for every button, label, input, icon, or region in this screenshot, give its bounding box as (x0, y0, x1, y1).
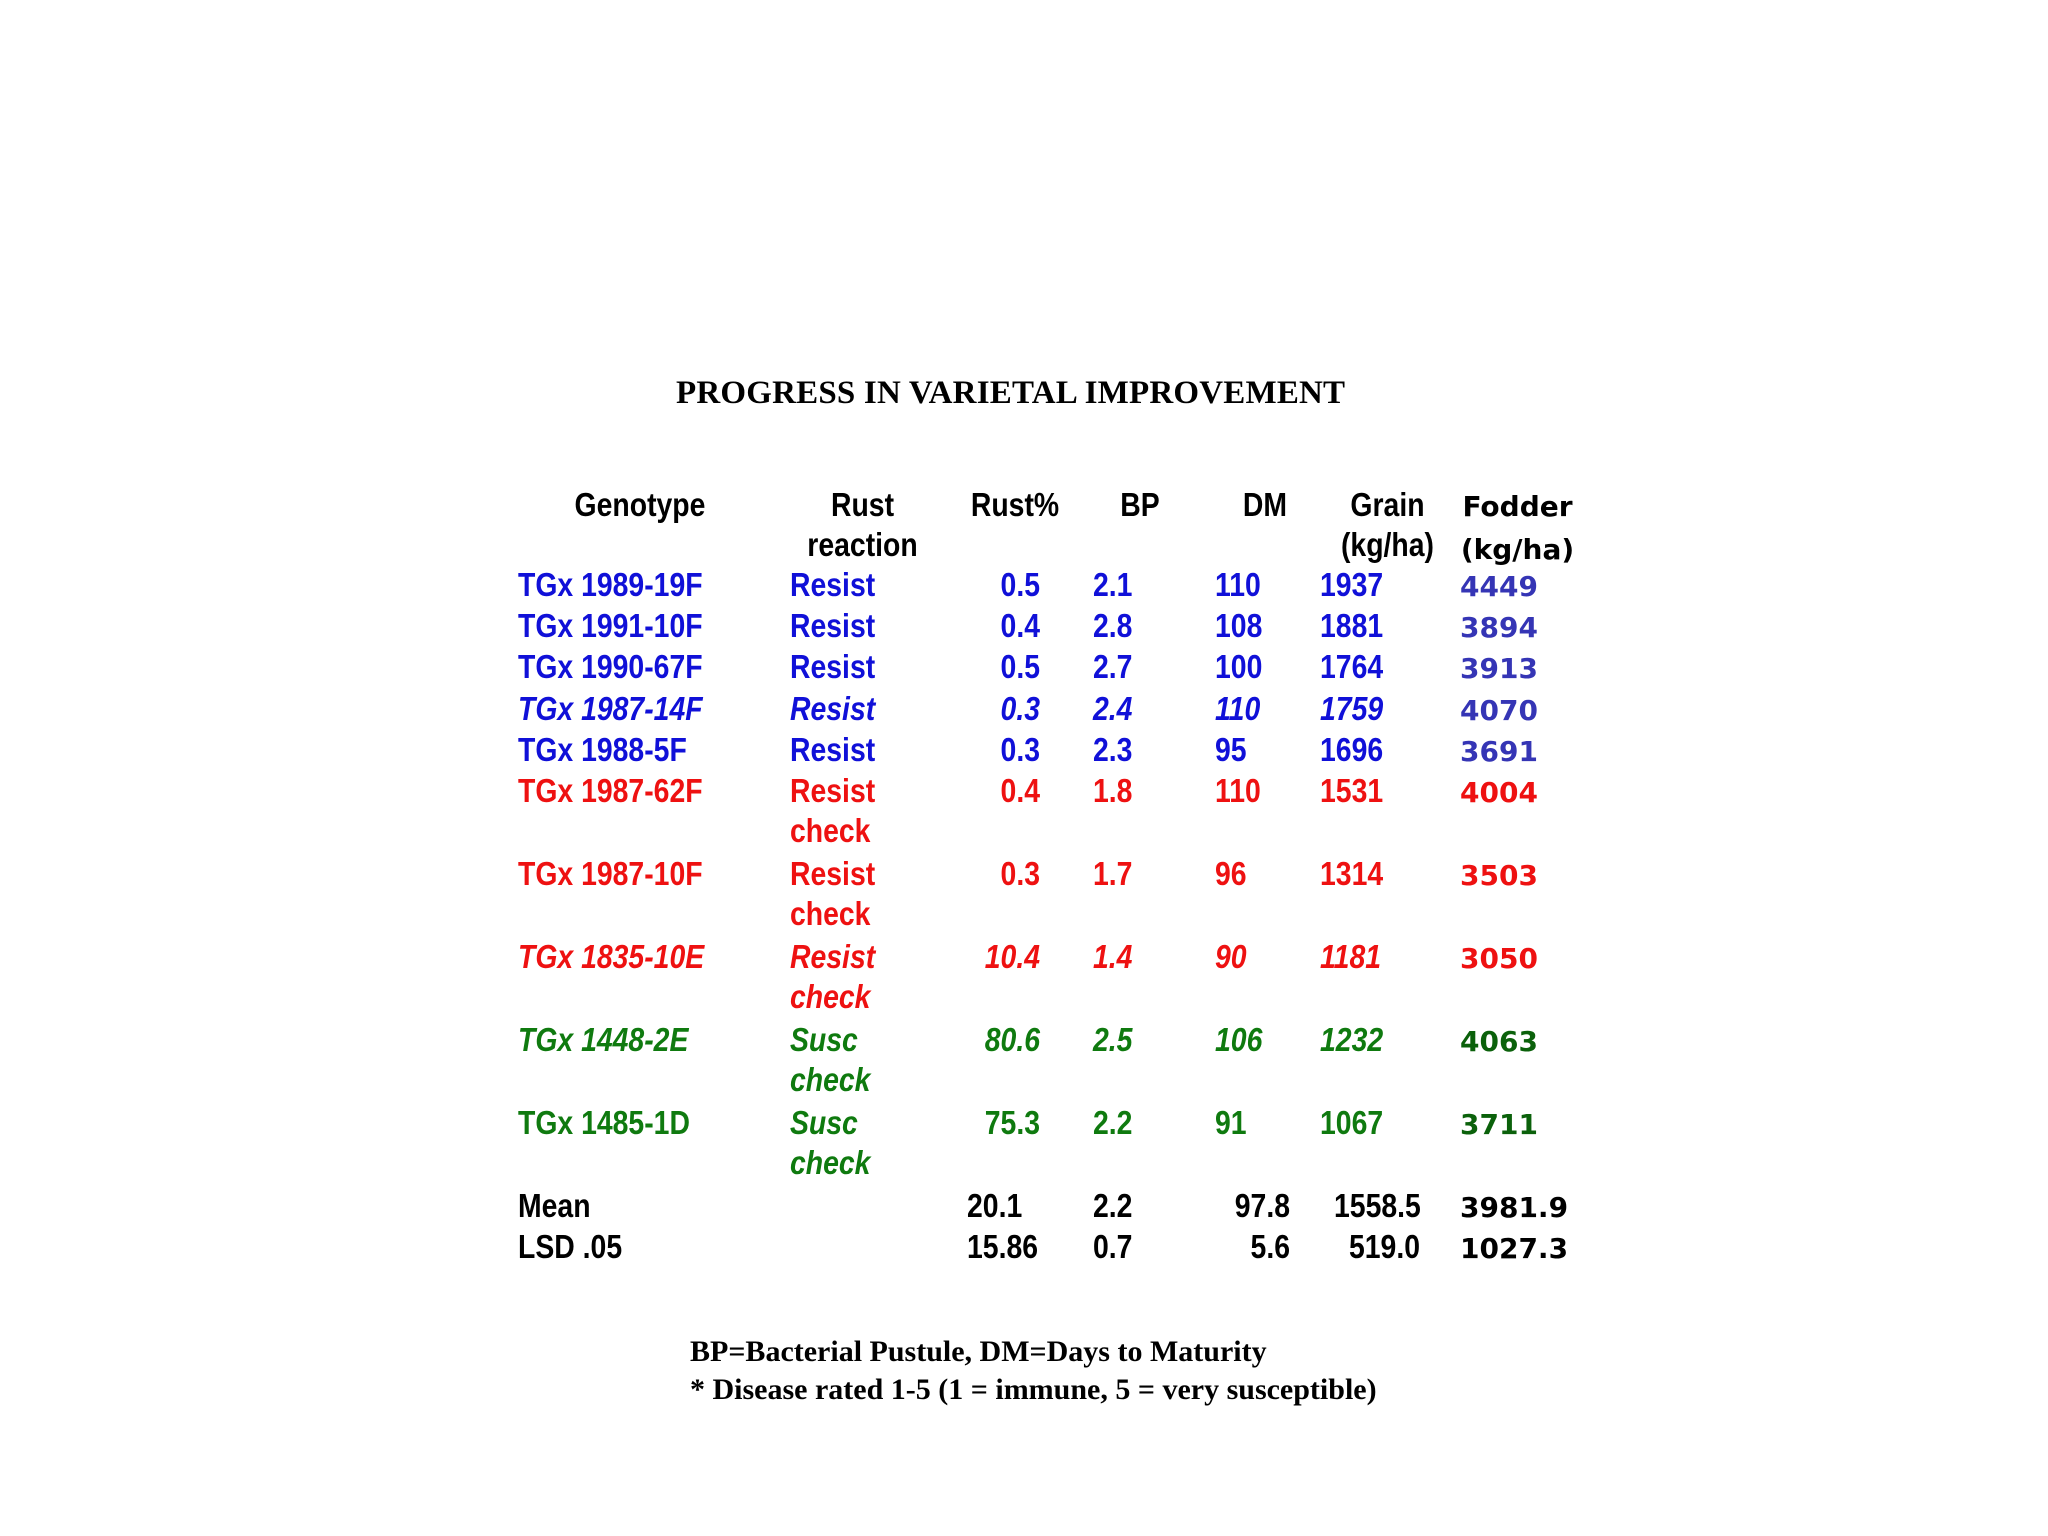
summary-fodder: 3981.9 (1460, 1191, 1569, 1224)
rust-reaction-cell: check (790, 812, 871, 849)
header-grain-line1: Grain (1350, 486, 1425, 523)
rust-percent-cell: 10.4 (984, 938, 1040, 975)
summary-dm: 97.8 (1234, 1187, 1290, 1224)
bp-cell: 2.3 (1093, 731, 1133, 768)
grain-cell: 1764 (1320, 648, 1384, 685)
rust-reaction-cell: Susc (790, 1104, 858, 1141)
bp-cell: 1.4 (1093, 938, 1133, 975)
grain-cell: 1531 (1320, 772, 1384, 809)
summary-grain: 1558.5 (1334, 1187, 1421, 1224)
summary-bp: 0.7 (1093, 1228, 1133, 1265)
footnote-disease-rating: * Disease rated 1-5 (1 = immune, 5 = very susceptible) (690, 1373, 1377, 1406)
grain-cell: 1181 (1320, 938, 1382, 975)
fodder-cell: 4063 (1460, 1025, 1538, 1058)
dm-cell: 110 (1215, 690, 1261, 727)
bp-cell: 2.7 (1093, 648, 1133, 685)
rust-reaction-cell: Resist (790, 855, 876, 892)
summary-label: LSD .05 (518, 1228, 623, 1265)
header-rust-reaction-line1: Rust (830, 486, 895, 523)
summary-rust-percent: 20.1 (967, 1187, 1023, 1224)
summary-grain: 519.0 (1348, 1228, 1420, 1265)
bp-cell: 2.8 (1093, 607, 1133, 644)
summary-dm: 5.6 (1250, 1228, 1290, 1265)
rust-reaction-cell: Resist (790, 566, 876, 603)
grain-cell: 1759 (1320, 690, 1384, 727)
grain-cell: 1696 (1320, 731, 1384, 768)
dm-cell: 106 (1215, 1021, 1263, 1058)
bp-cell: 2.2 (1093, 1104, 1133, 1141)
bp-cell: 2.1 (1093, 566, 1133, 603)
genotype-cell: TGx 1991-10F (518, 607, 703, 644)
rust-reaction-cell: Resist (790, 772, 876, 809)
dm-cell: 90 (1215, 938, 1247, 975)
grain-cell: 1881 (1320, 607, 1384, 644)
fodder-cell: 3913 (1460, 652, 1538, 685)
genotype-cell: TGx 1485-1D (518, 1104, 690, 1141)
grain-cell: 1067 (1320, 1104, 1384, 1141)
dm-cell: 96 (1215, 855, 1247, 892)
fodder-cell: 3894 (1460, 611, 1538, 644)
genotype-cell: TGx 1989-19F (518, 566, 703, 603)
grain-cell: 1314 (1320, 855, 1384, 892)
fodder-cell: 3691 (1460, 735, 1538, 768)
dm-cell: 110 (1215, 772, 1261, 809)
rust-reaction-cell: Resist (790, 731, 876, 768)
rust-reaction-cell: Resist (790, 938, 876, 975)
genotype-cell: TGx 1988-5F (518, 731, 687, 768)
genotype-cell: TGx 1835-10E (518, 938, 705, 975)
rust-percent-cell: 0.3 (1000, 690, 1040, 727)
header-genotype: Genotype (574, 486, 706, 523)
header-rust-reaction-line2: reaction (807, 526, 918, 563)
fodder-cell: 3050 (1460, 942, 1538, 975)
summary-fodder: 1027.3 (1460, 1232, 1569, 1265)
rust-percent-cell: 0.4 (1000, 607, 1040, 644)
rust-reaction-cell: Susc (790, 1021, 858, 1058)
rust-reaction-cell: check (790, 1144, 871, 1181)
footnote-abbreviations: BP=Bacterial Pustule, DM=Days to Maturity (690, 1335, 1267, 1368)
summary-label: Mean (518, 1187, 591, 1224)
dm-cell: 91 (1215, 1104, 1247, 1141)
page-title: PROGRESS IN VARIETAL IMPROVEMENT (676, 375, 1346, 411)
genotype-cell: TGx 1987-10F (518, 855, 703, 892)
dm-cell: 110 (1215, 566, 1261, 603)
rust-reaction-cell: Resist (790, 607, 876, 644)
summary-bp: 2.2 (1093, 1187, 1133, 1224)
rust-percent-cell: 0.5 (1000, 566, 1040, 603)
header-fodder-line1: Fodder (1462, 490, 1573, 523)
fodder-cell: 4449 (1460, 570, 1538, 603)
bp-cell: 2.4 (1093, 690, 1133, 727)
rust-percent-cell: 75.3 (984, 1104, 1040, 1141)
rust-reaction-cell: check (790, 1061, 871, 1098)
fodder-cell: 3503 (1460, 859, 1538, 892)
bp-cell: 2.5 (1093, 1021, 1133, 1058)
fodder-cell: 3711 (1460, 1108, 1538, 1141)
header-fodder-line2: (kg/ha) (1460, 533, 1575, 566)
rust-percent-cell: 0.5 (1000, 648, 1040, 685)
fodder-cell: 4070 (1460, 694, 1538, 727)
rust-percent-cell: 0.4 (1000, 772, 1040, 809)
rust-reaction-cell: Resist (790, 648, 876, 685)
header-bp: BP (1120, 486, 1160, 523)
rust-percent-cell: 0.3 (1000, 731, 1040, 768)
header-dm: DM (1242, 486, 1288, 523)
summary-rust-percent: 15.86 (967, 1228, 1039, 1265)
bp-cell: 1.8 (1093, 772, 1133, 809)
bp-cell: 1.7 (1093, 855, 1133, 892)
rust-percent-cell: 80.6 (984, 1021, 1040, 1058)
dm-cell: 108 (1215, 607, 1263, 644)
genotype-cell: TGx 1987-62F (518, 772, 703, 809)
header-grain-line2: (kg/ha) (1340, 526, 1435, 563)
genotype-cell: TGx 1987-14F (518, 690, 703, 727)
rust-reaction-cell: check (790, 978, 871, 1015)
dm-cell: 100 (1215, 648, 1263, 685)
fodder-cell: 4004 (1460, 776, 1538, 809)
dm-cell: 95 (1215, 731, 1247, 768)
header-rust-percent: Rust% (970, 486, 1060, 523)
genotype-cell: TGx 1448-2E (518, 1021, 689, 1058)
rust-percent-cell: 0.3 (1000, 855, 1040, 892)
grain-cell: 1937 (1320, 566, 1384, 603)
rust-reaction-cell: Resist (790, 690, 876, 727)
genotype-cell: TGx 1990-67F (518, 648, 703, 685)
rust-reaction-cell: check (790, 895, 871, 932)
grain-cell: 1232 (1320, 1021, 1384, 1058)
